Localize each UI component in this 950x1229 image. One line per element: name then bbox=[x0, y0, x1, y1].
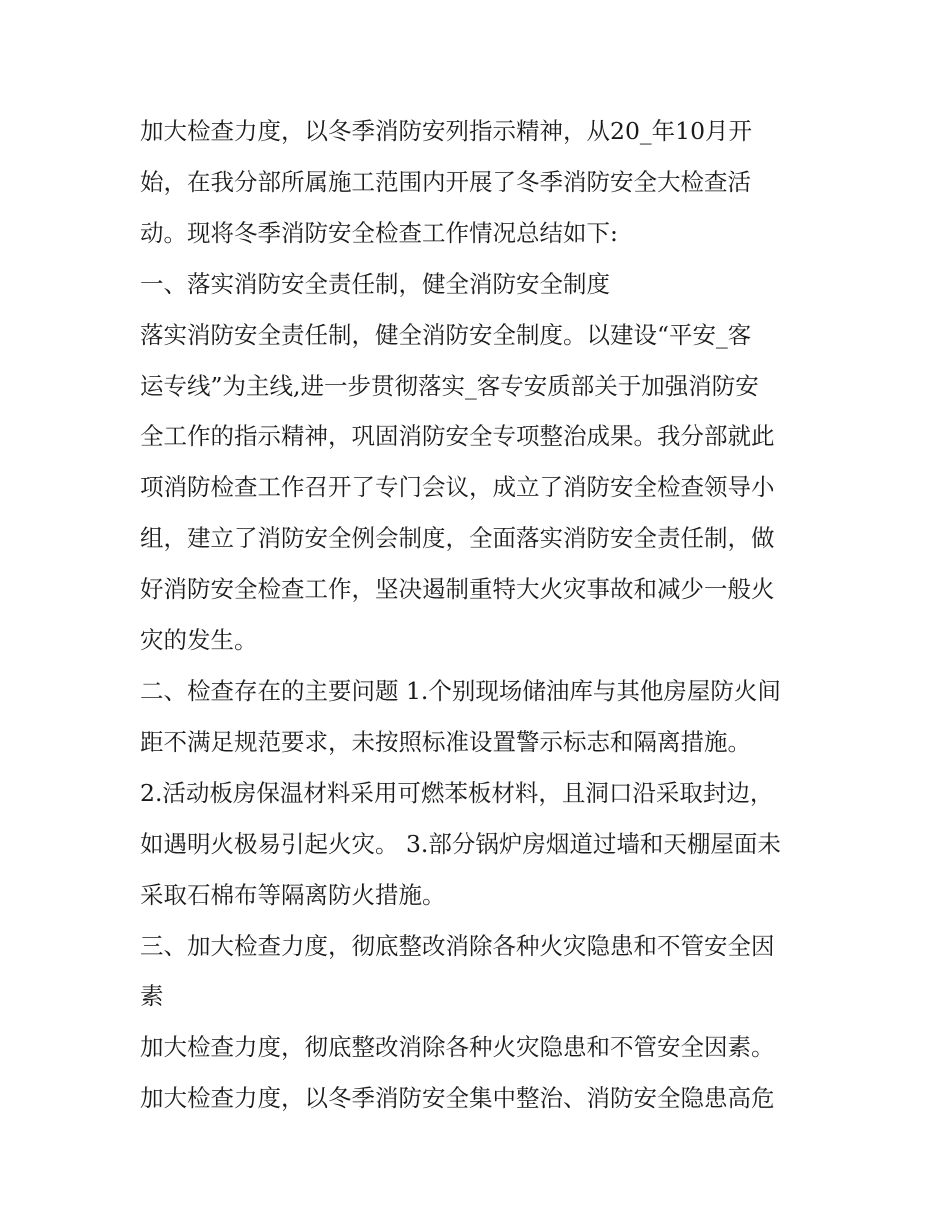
text-line-11: 灾的发生。 bbox=[140, 626, 258, 655]
text-line-16: 采取石棉布等隔离防火措施。 bbox=[140, 880, 446, 909]
text-line-3: 动。现将冬季消防安全检查工作情况总结如下: bbox=[140, 218, 618, 247]
text-line-6: 运专线”为主线,进一步贯彻落实_客专安质部关于加强消防安 bbox=[140, 371, 759, 400]
text-line-9: 组，建立了消防安全例会制度，全面落实消防安全责任制，做 bbox=[140, 524, 775, 553]
text-line-7: 全工作的指示精神，巩固消防安全专项整治成果。我分部就此 bbox=[140, 422, 775, 451]
text-line-5: 落实消防安全责任制，健全消防安全制度。以建设“平安_客 bbox=[140, 320, 752, 349]
text-line-1: 加大检查力度，以冬季消防安列指示精神，从20_年10月开 bbox=[140, 117, 753, 145]
text-line-20: 加大检查力度，以冬季消防安全集中整治、消防安全隐患高危 bbox=[140, 1084, 775, 1113]
text-line-8: 项消防检查工作召开了专门会议，成立了消防安全检查领导小 bbox=[140, 473, 775, 502]
text-line-2: 始，在我分部所属施工范围内开展了冬季消防安全大检查活 bbox=[140, 167, 751, 196]
text-line-19: 加大检查力度，彻底整改消除各种火灾隐患和不管安全因素。 bbox=[140, 1033, 775, 1062]
document-body bbox=[140, 106, 820, 1124]
text-line-10: 好消防安全检查工作，坚决遏制重特大火灾事故和减少一般火 bbox=[140, 575, 775, 604]
text-line-15: 如遇明火极易引起火灾。 3.部分锅炉房烟道过墙和天棚屋面未 bbox=[140, 829, 781, 858]
section-heading-1: 一、落实消防安全责任制，健全消防安全制度 bbox=[140, 269, 610, 298]
section-heading-3: 三、加大检查力度，彻底整改消除各种火灾隐患和不管安全因 bbox=[140, 931, 775, 960]
text-line-14: 2.活动板房保温材料采用可燃苯板材料，且洞口沿采取封边， bbox=[140, 778, 774, 807]
section-heading-2: 二、检查存在的主要问题 1.个别现场储油库与其他房屋防火间 bbox=[140, 676, 781, 705]
text-line-13: 距不满足规范要求，未按照标准设置警示标志和隔离措施。 bbox=[140, 727, 751, 756]
section-heading-3-cont: 素 bbox=[140, 982, 164, 1011]
